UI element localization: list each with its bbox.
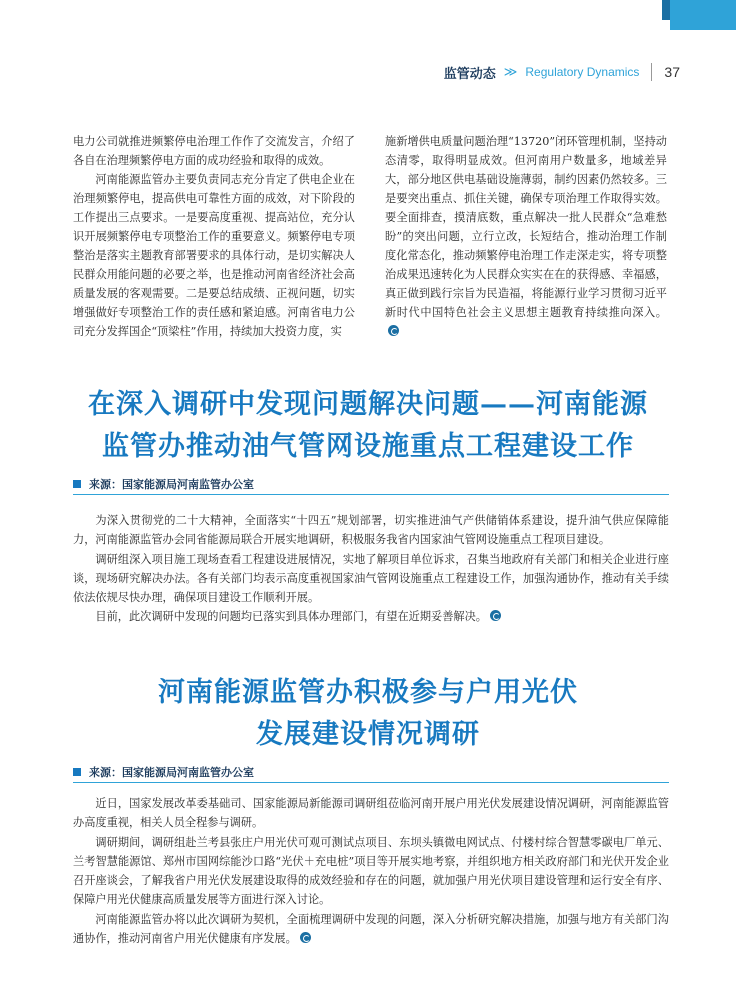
paragraph: [73, 607, 669, 626]
article-source: [73, 474, 669, 495]
source-text: 来源：国家能源局河南监管办公室: [89, 478, 254, 491]
section-title-en: Regulatory Dynamics: [525, 65, 640, 79]
continued-column-right: [385, 132, 667, 341]
article-title: [40, 672, 696, 756]
article-title-line: 发展建设情况调研: [256, 719, 480, 750]
paragraph-text: 河南能源监管办将以此次调研为契机，全面梳理调研中发现的问题，深入分析研究解决措施，加强与地方有关部门沟通协作，推动河南省户用光伏健康有序发展。: [73, 912, 669, 946]
paragraph-text: 目前，此次调研中发现的问题均已落实到具体办理部门，有望在近期妥善解决。: [95, 610, 487, 624]
paragraph: 近日，国家发展改革委基础司、国家能源局新能源司调研组莅临河南开展户用光伏发展建设情况调研，河南能源监管办高度重视，相关人员全程参与调研。: [73, 797, 669, 830]
article-end-icon: [300, 932, 311, 943]
article-end-icon: [490, 610, 501, 621]
article-title-line: 河南能源监管办积极参与户用光伏: [158, 677, 578, 708]
paragraph: 电力公司就推进频繁停电治理工作作了交流发言，介绍了各自在治理频繁停电方面的成功经验和取得的成效。: [73, 135, 355, 167]
article-body: [73, 794, 669, 948]
section-title-cn: 监管动态: [443, 66, 496, 82]
article-source: [73, 762, 669, 783]
header-divider: [651, 63, 652, 81]
continued-column-left: [73, 132, 355, 341]
paragraph-text: 施新增供电质量问题治理“13720”闭环管理机制，坚持动态清零，取得明显成效。但河南用户数量多，地域差异大，部分地区供电基础设施薄弱，制约因素仍然较多。三是要突出重点、抓住关键，确保专项治理工作取得实效。要全面排查，摸清底数，重点解决一批人民群众“急难愁盼”的突出问题，立行立改，长短结合，推动治理工作制度化常态化，推动频繁停电治理工作走深走实，将专项整治成果迅速转化为人民群众实实在在的获得感、幸福感，真正做到践行宗旨为民造福，将能源行业学习贯彻习近平新时代中国特色社会主义思想主题教育持续推向深入。: [385, 135, 667, 319]
corner-tab-accent: [662, 0, 670, 20]
paragraph: 为深入贯彻党的二十大精神，全面落实“十四五”规划部署，切实推进油气产供储销体系建设，提升油气供应保障能力，河南能源监管办会同省能源局联合开展实地调研，积极服务我省内国家油气管网设施重点工程项目建设。: [73, 514, 669, 547]
source-marker-icon: [73, 480, 81, 488]
paragraph: 河南能源监管办主要负责同志充分肯定了供电企业在治理频繁停电，提高供电可靠性方面的成效，对下阶段的工作提出三点要求。一是要高度重视、提高站位，充分认识开展频繁停电专项整治工作的重要意义。频繁停电专项整治是落实主题教育部署要求的具体行动，是切实解决人民群众用能问题的必要之举，也是推动河南省经济社会高质量发展的客观需要。二是要总结成绩、正视问题，切实增强做好专项整治工作的责任感和紧迫感。河南省电力公司充分发挥国企“顶梁柱”作用，持续加大投资力度，实: [73, 173, 355, 338]
page-number: 37: [664, 64, 680, 80]
source-marker-icon: [73, 768, 81, 776]
article-title: [40, 384, 696, 468]
chevron-right-icon: ≫: [503, 64, 518, 80]
article-title-line: 在深入调研中发现问题解决问题——河南能源: [88, 389, 648, 420]
running-header: [444, 62, 680, 82]
paragraph: [385, 132, 667, 341]
paragraph: [73, 910, 669, 949]
corner-tab: [670, 0, 736, 30]
article-title-line: 监管办推动油气管网设施重点工程建设工作: [102, 431, 634, 462]
source-text: 来源：国家能源局河南监管办公室: [89, 766, 254, 779]
paragraph: 调研期间，调研组赴兰考县张庄户用光伏可观可测试点项目、东坝头镇微电网试点、付楼村综合智慧零碳电厂单元、兰考智慧能源馆、郑州市国网综能沙口路“光伏＋充电桩”项目等开展实地考察，并组织地方相关政府部门和光伏开发企业召开座谈会，了解我省户用光伏发展建设取得的成效经验和存在的问题，就加强户用光伏项目建设管理和运行安全有序、保障户用光伏健康高质量发展等方面进行深入讨论。: [73, 835, 669, 907]
paragraph: 调研组深入项目施工现场查看工程建设进展情况，实地了解项目单位诉求，召集当地政府有关部门和相关企业进行座谈，现场研究解决办法。各有关部门均表示高度重视国家油气管网设施重点工程建设工作，加强沟通协作，推动有关手续依法依规尽快办理，确保项目建设工作顺利开展。: [73, 552, 669, 605]
article-end-icon: [388, 325, 399, 336]
article-body: [73, 511, 669, 627]
